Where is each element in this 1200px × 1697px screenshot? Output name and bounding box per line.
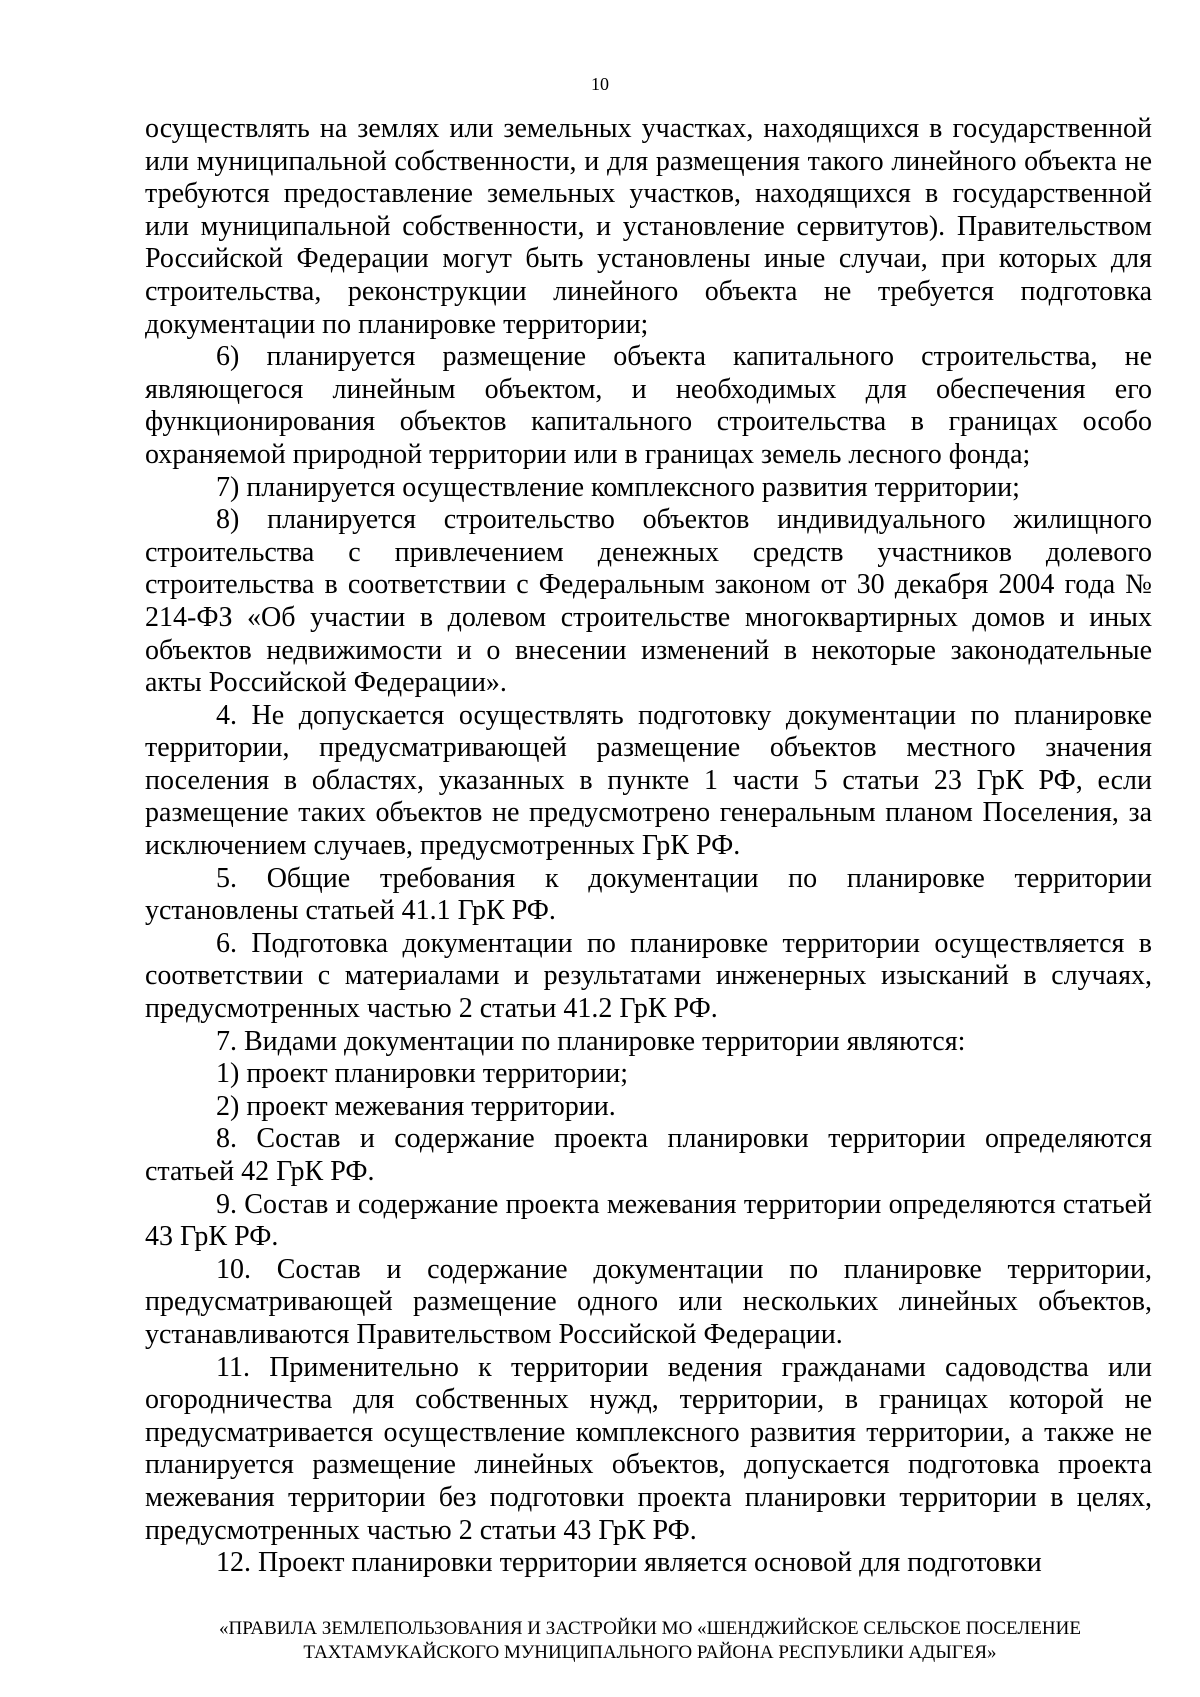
footer-line-1: «ПРАВИЛА ЗЕМЛЕПОЛЬЗОВАНИЯ И ЗАСТРОЙКИ МО «ШЕНДЖИЙСКОЕ СЕЛЬСКОЕ ПОСЕЛЕНИЕ — [219, 1618, 1081, 1639]
paragraph-item-7: 7) планируется осуществление комплексного развития территории; — [216, 471, 1020, 503]
paragraph-clause-7-item-1: 1) проект планировки территории; — [216, 1058, 628, 1090]
document-footer — [120, 1617, 1180, 1665]
paragraph-clause-9: 9. Состав и содержание проекта межевания территории определяются статьей 43 ГрК РФ. — [145, 1188, 1152, 1253]
paragraph-continuation: осуществлять на землях или земельных участках, находящихся в государственной или муниципальной собственности, и для размещения такого линейного объекта не требуются предоставление земельных участков, находящихся в государственной или муниципальной собственности, и установление сервитутов). Правительством Российской Федерации могут быть установлены иные случаи, при которых для строительства, реконструкции линейного объекта не требуется подготовка документации по планировке территории; — [145, 113, 1152, 340]
paragraph-clause-7-item-2: 2) проект межевания территории. — [216, 1090, 616, 1122]
paragraph-clause-8: 8. Состав и содержание проекта планировки территории определяются статьей 42 ГрК РФ. — [145, 1123, 1152, 1187]
paragraph-clause-11: 11. Применительно к территории ведения гражданами садоводства или огородничества для собственных нужд, территории, в границах которой не предусматривается осуществление комплексного развития территории, а также не планируется размещение линейных объектов, допускается подготовка проекта межевания территории без подготовки проекта планировки территории в целях, предусмотренных частью 2 статьи 43 ГрК РФ. — [145, 1351, 1152, 1546]
paragraph-clause-4: 4. Не допускается осуществлять подготовку документации по планировке территории, предусматривающей размещение объектов местного значения поселения в областях, указанных в пункте 1 части 5 статьи 23 ГрК РФ, если размещение таких объектов не предусмотрено генеральным планом Поселения, за исключением случаев, предусмотренных ГрК РФ. — [145, 699, 1152, 862]
paragraph-item-8: 8) планируется строительство объектов индивидуального жилищного строительства с привлечением денежных средств участников долевого строительства в соответствии с Федеральным законом от 30 декабря 2004 года № 214-ФЗ «Об участии в долевом строительстве многоквартирных домов и иных объектов недвижимости и о внесении изменений в некоторые законодательные акты Российской Федерации». — [145, 504, 1152, 699]
paragraph-clause-5: 5. Общие требования к документации по планировке территории установлены статьей 41.1 ГрК РФ. — [145, 862, 1152, 927]
paragraph-clause-6: 6. Подготовка документации по планировке территории осуществляется в соответствии с материалами и результатами инженерных изысканий в случаях, предусмотренных частью 2 статьи 41.2 ГрК РФ. — [145, 927, 1152, 1025]
paragraph-clause-7: 7. Видами документации по планировке территории являются: — [216, 1025, 966, 1057]
footer-line-2: ТАХТАМУКАЙСКОГО МУНИЦИПАЛЬНОГО РАЙОНА РЕСПУБЛИКИ АДЫГЕЯ» — [303, 1642, 997, 1663]
paragraph-clause-12: 12. Проект планировки территории является основой для подготовки — [216, 1547, 1042, 1579]
paragraph-clause-10: 10. Состав и содержание документации по планировке территории, предусматривающей размещение одного или нескольких линейных объектов, устанавливаются Правительством Российской Федерации. — [145, 1253, 1152, 1350]
paragraph-item-6: 6) планируется размещение объекта капитального строительства, не являющегося линейным объектом, и необходимых для обеспечения его функционирования объектов капитального строительства в границах особо охраняемой природной территории или в границах земель лесного фонда; — [145, 341, 1152, 470]
page-number: 10 — [591, 74, 609, 94]
document-body — [145, 113, 1152, 1580]
